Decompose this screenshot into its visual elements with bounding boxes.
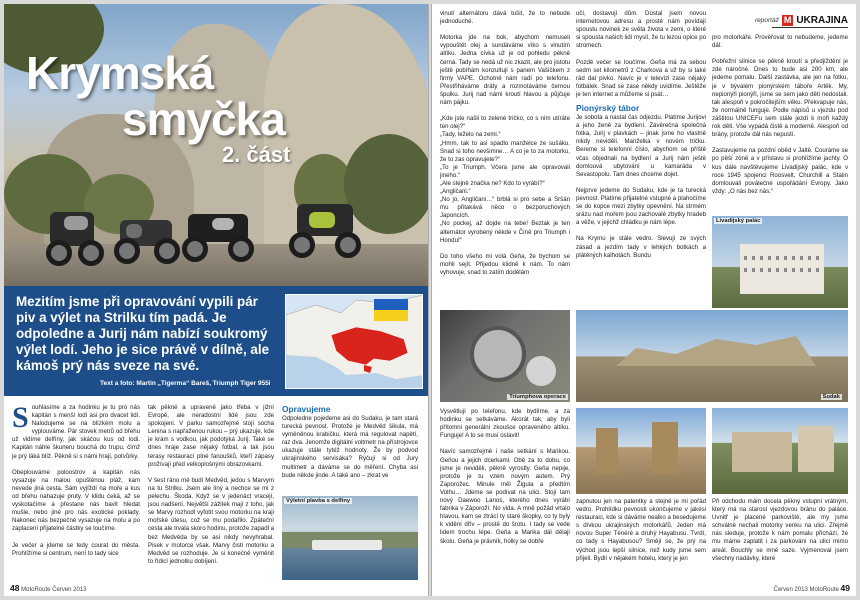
article-column: pro motorkáře. Prověřovat to nebudeme, jedeme dál. Pobřežní silnice se pěkně kroutí a předjíždění je zde náročné. Dnes to bude asi 200 km, ale jedeme pomalu. Další zastávka, ale jen na fotku, je v bývalém pionýrském táboře Artěk. My, nepionýři pionýři, jsme se sem jako děti nedostali. tak alespoň v pokročilejším věku. Překvapuje nás, že normálně funguje. Podle nápisů u vjezdu pod záštitou UNICEFu sem stále jezdí k moři každý rok děti. Vše vypadá čistě a moderně. Alespoň od brány, protože dál nás nepustí. Zastavujeme na pozdní oběd v Jaltě. Couráme se po pěší zóně a v přístavu si prohlížíme jachty. O kus dále navštěvujeme Livadijský palác, kde v roce 1945 spojenci Roosvelt, Churchill a Stalin domlouvali poválečné uspořádání Evropy. Jako vždy: „O nás bez nás.“ — [712, 34, 848, 195]
page-number: 49 — [840, 583, 850, 593]
article-column: tak pěkné a upravené jako třeba v jižní Evropě, ale neradostní lidé jsou zde spokojeni. V parku samozřejmě stojí socha Lenina s napřaženou rukou – prý ukazuje, kde je krám s vodkou, jak podotýká Jurij. Také se dnes hraje zase nějaký fotbal, a tak jsou terasy restaurací plné fanoušků, kteří zápasy prožívají před velkoplošnými obrazovkami. V šest ráno mě budí Medvěd, jedou s Marvym na tu Strilku. Jsem ale líný a nechce se mi z pelechu. Škoda. Když se v jedenáct vracejí, jsou nadšení. Největší zážitek mají z toho, jak se Marvy rozhodl vyfotit svou motorku na kraji mořské útesu, což se mu podařilo. Zpáteční cesta ale trvala skoro hodinu, protože zapadl a bez Medvěda by se asi nikdy nevyhrabal. Pisek v motorce však. Marvy čistí motorku a Medvěd se rozhoduje. Je si konečně vyměnit to řídicí jednotku dobíjení. — [148, 404, 274, 565]
page-folio-left — [10, 583, 87, 593]
page-number: 48 — [10, 583, 20, 593]
fortress-walls — [616, 336, 816, 366]
subheading: Opravujeme — [282, 404, 331, 414]
right-page — [432, 4, 856, 596]
section-label: reportáž — [754, 16, 779, 24]
column-text: ouhlasíme a za hodinku je tu pro nás kapitán s menší lodí asi pro dvacet lidí. Nalodujeme se na blízkém molu a vyplouváme. Pár stovek metrů od břehu už vidíme delfíny, jak skáčou kus od lodi. Kapitán náhle škuneru bouchá do trupu, čímž je prý láká blíž. Pěkně si s námi hrají, potvůrky. Obeplouváme poloostrov a kapitán nás vysazuje na malou opuštěnou pláž, kam nevede jiná cesta. Sám vyjíždí na moře a kus od břehu nahazuje pruty. V klidu čeká, až se vyskotačíme a přestane nás bavit hledat mušle, nebo jiné pro nás exotické poklady. Nakonec nás bezpečně vysazuje na molu a po zaplacení přijatelné částky se loučíme. Je večer a jdeme se tedy courat do města. Prohlížíme si centrum, není to tady sice — [12, 404, 140, 557]
ukraine-map — [285, 294, 423, 389]
article-title-line1: Krymská — [26, 47, 214, 99]
article-column — [12, 404, 140, 584]
article-column — [282, 404, 418, 492]
ukraine-flag — [374, 299, 408, 321]
fortress-tower-photo — [576, 408, 706, 494]
column-text: učí, dostavují dům. Dostal jsem novou internetovou adresu a prostě nám povídají spoustu novinek ze světa života v zemi, o které si spousta našich lidí myslí, že tu lezou opice po stromech. Pozdě večer se loučíme. Geňa má za sebou sedm set kilometrů z Charkova a už by si také rád dal pivko. Navíc je v televizi zase nějaký fotbálek. Snad se zase někdy uvidíme. Ještěže je ten internet a můžeme si psát… — [576, 10, 706, 98]
photo-caption: Triumphova operace — [509, 394, 566, 400]
article-column: zapnutou jen na patentky a stejně je mi pořád vedro. Prohlídku pevnosti ukončujeme v jakési restauraci, kde si dáváme nealko a besedujeme s dívkou ukrajinských motorkářů. Jeden má novou Super Ténéré a druhý Hayabusu. Tvrdí, co tady s Hayabusou? Smějí se, že prý na východ jsou lepší silnice, než kudy jsme sem přijeli. Bydlí v nějakém hotelu, který je jen — [576, 498, 706, 562]
author-credit: Text a foto: Martin „Tigerma“ Bareš, Triumph Tiger 955i — [100, 380, 271, 387]
article-column: Při odchodu mám docela pěkný vstupní vrátným, který má na starost vjezdovou bránu do paláce. Uvnitř je placené parkoviště, ale my jsme schválně nechali motorky venku na ulici. Zřejmě nás sleduje, protože k nám pomalu přichází, že mu máme zaplatit i za parkování na ulici mimo areál. Bouchly se mně saze. Vyjmenoval jsem všechny nadávky, které — [712, 498, 848, 562]
motorcycle — [112, 218, 182, 262]
sudak-fortress-photo — [576, 310, 848, 402]
engine-cover — [470, 326, 526, 382]
article-part-label: 2. část — [222, 142, 291, 167]
motorcycle — [287, 204, 367, 260]
folio-text: MotoRoute Červen 2013 — [21, 587, 87, 593]
article-title-line2: smyčka — [122, 93, 285, 145]
lead-paragraph: Mezitím jsme při opravování vypili pár piv a výlet na Strilku tím padá. Je odpoledne a Jurij nám nabízí soukromý výlet lodí. Jeho je sice právě v dílně, ale kámoš prý nás sveze na své. — [16, 294, 270, 373]
article-column: vinutí alternátoru dává tušit, že to nebude jednoduché. Motorka jde na bok, abychom nemuseli vypouštět olej a sundáváme víko s vinutím altíku. Jedna cívka už je od pohledu pěkně černá. Tady se nedá už nic zkazit, ale pro jistotu ještě pobíhám konzultují s panem Vašíčkem z firmy VAPE. Ochotně nám radí po telefonu. Přestřiháváme dráty a rozmotáváme černou špulku. Jurij nad námi kroutí hlavou a půjčuje nám pájku. „Kde jste našli to zelené tričko, co s ním utíráte ten olej?“ „Tady, leželo na zemi.“ „Hmm, tak to asi spadlo manželce ze sušáku. Snad si toho nevšimne… A co je to za motorku, že to zas opravujete?“ „To je Triumph. Včera jsme ale opravovali jiného.“ „Ale stejně značka ne? Kdo to vyrábí?“ „Angličani.“ „No jo, Angličani…“ brblá si pro sebe a Sršán mu přitakává něco o bezporuchových Japoncích. „No pockej, až dojde na tebe! Beztak je ten alternátor vyrobený někde v Číně pro Triumph i Hondu!“ Do toho všeho mi volá Geňa, že bychom se mohli sejít. Přijedou klidně k nám. To nám vyhovuje, snad to zatím dodělám — [440, 10, 570, 276]
magazine-logo: M — [783, 14, 792, 25]
folio-text: Červen 2013 MotoRoute — [773, 587, 839, 593]
photo-caption: Sudak — [822, 394, 840, 400]
motorcycle — [44, 212, 104, 262]
lead-box — [4, 286, 428, 396]
column-text: Je sobota a nastal čas odjezdu. Platíme Jurijovi a jeho ženě za bydlení. Závěrečná společná fotka, Jurij v plavkách – jinak jsme ho vlastně nikdy neviděli. Manželka v novém tričku. Bereme si telefonní číslo, abychom se příště včas objednali na bydlení a Jurij nám ještě domlouvá ubytování u kamaráda v Sevastopolu. Tam dnes chceme dojet. Nejprve jedeme do Sudaku, kde je ta turecká pevnost. Platíme přijatelné vstupné a plahočíme se do kopce mezi zbytky opevnění. Na strmém srázu nad mořem jsou zachovalé zbytky hradeb a věže, v jejichž chládku je nám lépe. Na Krymu je stále vedro. Slevují ze svých zásad a jezdím tady v lehkých botkách a plátěných kalhotách. Bundu — [576, 114, 706, 259]
header-rule — [772, 27, 848, 28]
article-column: Vysvětlují po telefonu, kde bydlíme, a za hodinku se setkáváme. Akorát tak, aby byli přítomni generální zkoušce opraveného altíku. Funguje! A to se musí oslavit! Navíc samozřejmě i naše setkání s Marikou. Geňou a jejich dcerkami. Obě za to dobu, co jsme je neviděli, pěkně vyrostly. Geňa nepije, protože je tu vzém novým autem. Prý Zaporožec. Minule měl Žigula a předtím Volhu… Jdeme se podívat na ulici. Stojí tam nový Daewoo Lanos, kterého dnes vyrábí fabrika v Záporoží. No vida. A mně požád vrtalo hlavou, kam se ztrácí ty staré škopky, co ty byly k vidění dřív – prostě do šrotu. I tady se vede lidem trochu lépe. Geňa a Marika dál dělají školu. Geňa je právník, holky se dobře — [440, 408, 570, 545]
triumph-repair-photo — [440, 310, 570, 402]
hero-photo-motorcycles — [4, 4, 428, 294]
livadia-palace-photo — [712, 216, 848, 308]
boat — [312, 540, 382, 550]
dolphin-cruise-photo — [282, 496, 418, 580]
column-text: Odpoledne pojedeme asi do Sudaku, je tam stará turecká pevnost. Protože je Medvěd šikula, má vyměněnou krabičku, která má regulovat napětí, raz dva. Jenomže digitální voltmetr na přístrojovce ukazuje stále tytéž hodnoty. Že by podvod ukrajinského servisáka? Rýčují si od Jury multimetr a dáváme se do měření. Chyba asi bude někde jinde. A také ano – zkrat ve — [282, 415, 418, 479]
page-folio-right — [773, 583, 850, 593]
article-column — [576, 10, 706, 308]
section-header — [755, 14, 848, 26]
motorcycle — [182, 214, 258, 262]
drop-cap: S — [12, 404, 29, 434]
photo-caption: Výletní plavba s delfíny — [286, 498, 351, 504]
subheading: Pionýrský tábor — [576, 103, 640, 114]
photo-caption: Livadijský palác — [716, 218, 761, 224]
section-country: UKRAJINA — [796, 14, 848, 26]
left-page — [4, 4, 428, 596]
yalta-street-photo — [712, 408, 848, 494]
